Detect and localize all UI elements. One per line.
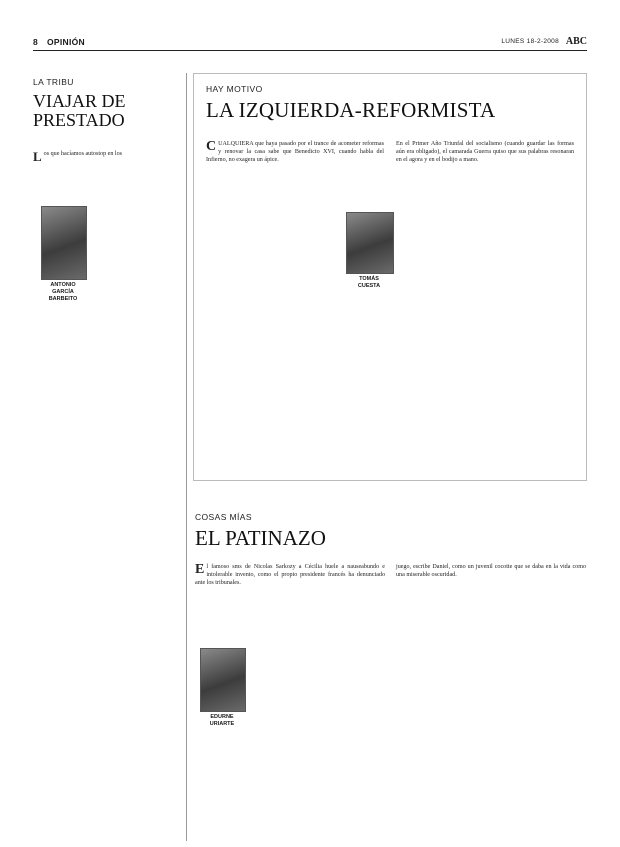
box-headline: LA IZQUIERDA-REFORMISTA: [206, 98, 496, 122]
left-kicker: LA TRIBU: [33, 77, 74, 87]
column-divider: [186, 73, 187, 841]
bottom-kicker: COSAS MÍAS: [195, 512, 252, 522]
box-lead: UALQUIERA que haya pasado por el trance de acometer reformas y renovar la casa sabe que Benedicto XVI, cuando habla del Infierno, no exagera un ápice.: [206, 141, 384, 164]
left-headline: VIAJAR DE PRESTADO: [33, 91, 126, 131]
box-article-body: [206, 140, 384, 164]
bottom-lead: l famoso sms de Nicolas Sarkozy a Cécilia huele a nauseabundo e intolerable invento, como el propio presidente francés ha denunciado ante los tribunales.: [195, 564, 385, 587]
issue-date: LUNES 18-2-2008: [501, 38, 559, 45]
left-lead: os que hacíamos autostop en los: [43, 151, 123, 157]
newspaper-logo: ABC: [565, 36, 587, 47]
page-number: 8: [33, 37, 38, 47]
left-drop-cap: L: [33, 149, 42, 164]
page-header: [33, 36, 587, 51]
box-article-continuation: En el Primer Año Triunfal del socialismo (cuando guardar las formas aún era obligado), el camarada Guerra quiso que sus palabras resonaran en el agora y en el bodijo a mano.: [396, 141, 574, 164]
box-drop-cap: C: [206, 139, 217, 154]
box-kicker: HAY MOTIVO: [206, 84, 263, 94]
author-photo: [346, 212, 394, 274]
bottom-headline: EL PATINAZO: [195, 526, 326, 550]
left-article-body: [33, 150, 181, 162]
section-name: OPINIÓN: [47, 37, 85, 47]
bottom-article-continuation: juego, escribe Daniel, como un juvenil cocotte que se daba en la vida como una miserable oscuridad.: [396, 564, 586, 579]
author-caption: TOMÁS CUESTA: [357, 276, 381, 289]
author-photo: [200, 648, 246, 712]
bottom-drop-cap: E: [195, 562, 205, 577]
author-caption: EDURNE URIARTE: [209, 714, 235, 727]
bottom-article-body: [195, 563, 385, 587]
author-caption: ANTONIO GARCÍA BARBEITO: [48, 282, 78, 302]
author-photo: [41, 206, 87, 280]
